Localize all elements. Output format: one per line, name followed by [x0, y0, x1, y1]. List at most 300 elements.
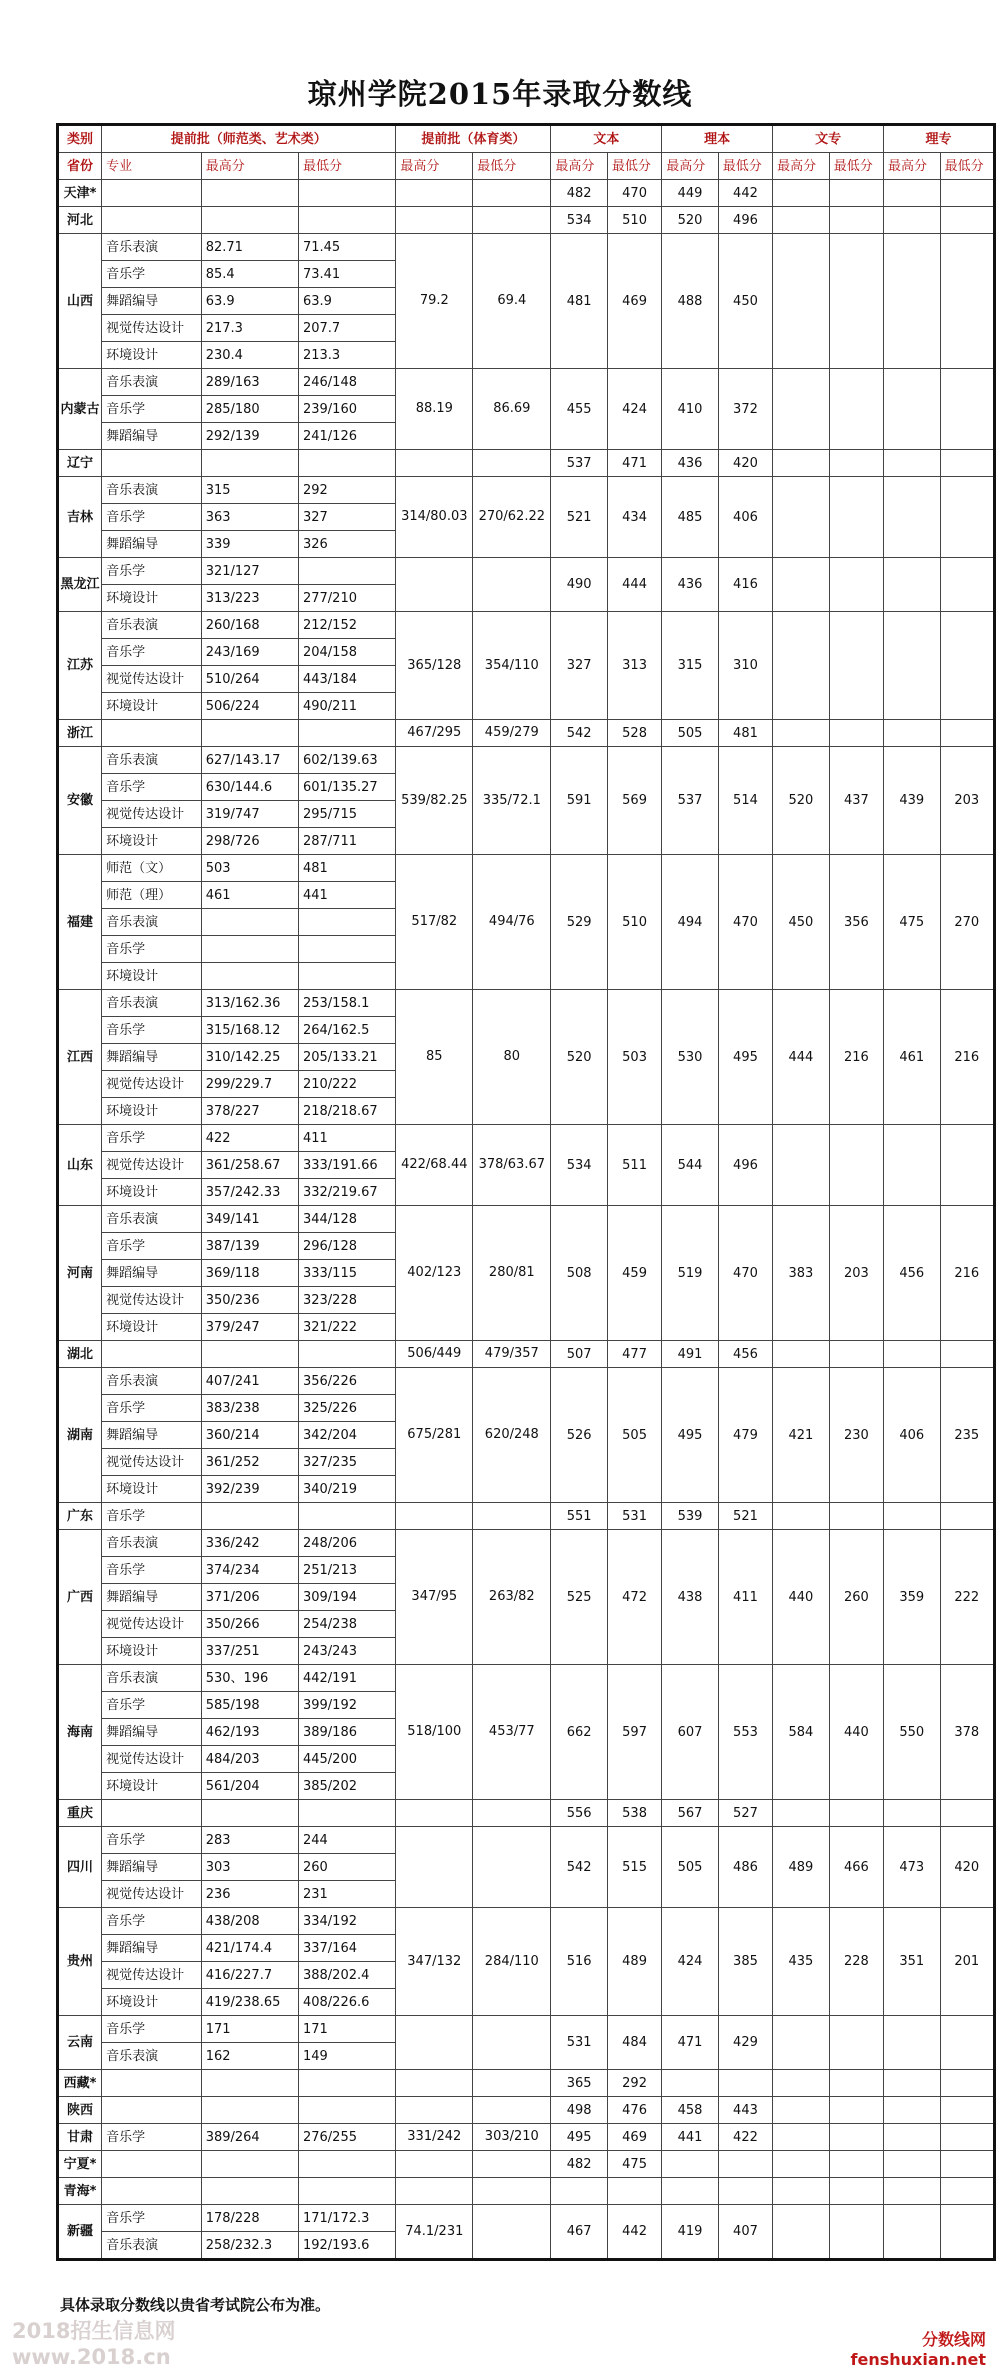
liben-max-score: 544: [662, 1125, 719, 1206]
arts-min-score: 333/115: [298, 1260, 395, 1287]
province-name: 湖北: [58, 1341, 102, 1368]
wenben-min-score: 469: [607, 234, 661, 369]
major-name: [102, 2151, 202, 2178]
sports-min-score: [473, 2178, 551, 2205]
arts-min-score: 204/158: [298, 639, 395, 666]
score-body: [58, 180, 995, 2260]
major-name: 音乐表演: [102, 1206, 202, 1233]
header-min: 最低分: [718, 153, 772, 180]
arts-min-score: [298, 207, 395, 234]
header-wenzhuan: 文专: [773, 125, 884, 153]
lizhuan-max-score: 456: [884, 1206, 941, 1341]
arts-max-score: 243/169: [201, 639, 298, 666]
arts-min-score: 385/202: [298, 1773, 395, 1800]
arts-max-score: [201, 720, 298, 747]
arts-max-score: [201, 207, 298, 234]
sports-min-score: [473, 207, 551, 234]
lizhuan-max-score: [884, 1125, 941, 1206]
wenzhuan-max-score: [773, 2097, 830, 2124]
major-name: [102, 180, 202, 207]
arts-min-score: 334/192: [298, 1908, 395, 1935]
major-name: 师范（理）: [102, 882, 202, 909]
arts-max-score: 292/139: [201, 423, 298, 450]
wenben-max-score: 490: [551, 558, 608, 612]
arts-min-score: 344/128: [298, 1206, 395, 1233]
arts-max-score: 561/204: [201, 1773, 298, 1800]
major-name: 视觉传达设计: [102, 1071, 202, 1098]
major-name: 音乐学: [102, 1395, 202, 1422]
arts-min-score: 231: [298, 1881, 395, 1908]
sports-max-score: [396, 180, 473, 207]
liben-max-score: 520: [662, 207, 719, 234]
major-name: 舞蹈编导: [102, 1044, 202, 1071]
lizhuan-max-score: [884, 612, 941, 720]
liben-min-score: 527: [718, 1800, 772, 1827]
arts-max-score: 236: [201, 1881, 298, 1908]
lizhuan-max-score: [884, 2205, 941, 2260]
lizhuan-max-score: [884, 234, 941, 369]
arts-max-score: 357/242.33: [201, 1179, 298, 1206]
major-name: 音乐学: [102, 1125, 202, 1152]
arts-max-score: 258/232.3: [201, 2232, 298, 2260]
arts-min-score: [298, 2178, 395, 2205]
arts-max-score: 378/227: [201, 1098, 298, 1125]
table-row: [58, 2151, 995, 2178]
major-name: 舞蹈编导: [102, 1935, 202, 1962]
lizhuan-min-score: [940, 558, 994, 612]
arts-max-score: 630/144.6: [201, 774, 298, 801]
arts-min-score: 295/715: [298, 801, 395, 828]
table-row: [58, 1530, 995, 1557]
liben-min-score: [718, 2151, 772, 2178]
sports-max-score: [396, 2070, 473, 2097]
liben-min-score: 420: [718, 450, 772, 477]
wenzhuan-max-score: [773, 2016, 830, 2070]
major-name: 音乐学: [102, 1503, 202, 1530]
table-row: [58, 1800, 995, 1827]
arts-min-score: 243/243: [298, 1638, 395, 1665]
sports-max-score: [396, 2178, 473, 2205]
wenben-min-score: 597: [607, 1665, 661, 1800]
lizhuan-max-score: 439: [884, 747, 941, 855]
wenzhuan-min-score: [829, 2070, 883, 2097]
lizhuan-min-score: [940, 2178, 994, 2205]
arts-min-score: 210/222: [298, 1071, 395, 1098]
wenben-max-score: 525: [551, 1530, 608, 1665]
arts-max-score: 422: [201, 1125, 298, 1152]
sports-max-score: [396, 450, 473, 477]
arts-max-score: 162: [201, 2043, 298, 2070]
wenzhuan-max-score: [773, 1800, 830, 1827]
arts-max-score: [201, 936, 298, 963]
arts-max-score: 416/227.7: [201, 1962, 298, 1989]
province-name: 贵州: [58, 1908, 102, 2016]
arts-max-score: 627/143.17: [201, 747, 298, 774]
arts-max-score: 230.4: [201, 342, 298, 369]
sports-min-score: [473, 450, 551, 477]
lizhuan-max-score: [884, 1503, 941, 1530]
major-name: 舞蹈编导: [102, 531, 202, 558]
arts-min-score: [298, 720, 395, 747]
table-row: [58, 990, 995, 1017]
wenben-min-score: 469: [607, 2124, 661, 2151]
major-name: 音乐学: [102, 396, 202, 423]
table-row: [58, 612, 995, 639]
wenzhuan-max-score: [773, 180, 830, 207]
lizhuan-max-score: 475: [884, 855, 941, 990]
wenben-max-score: 327: [551, 612, 608, 720]
footnote: 具体录取分数线以贵省考试院公布为准。: [60, 2296, 331, 2314]
liben-max-score: 495: [662, 1368, 719, 1503]
liben-max-score: 458: [662, 2097, 719, 2124]
lizhuan-max-score: [884, 2016, 941, 2070]
major-name: 音乐表演: [102, 909, 202, 936]
liben-max-score: 436: [662, 558, 719, 612]
major-name: [102, 2070, 202, 2097]
wenben-min-score: [607, 2178, 661, 2205]
wenben-max-score: 534: [551, 207, 608, 234]
major-name: 师范（文）: [102, 855, 202, 882]
major-name: 环境设计: [102, 1476, 202, 1503]
sports-min-score: 270/62.22: [473, 477, 551, 558]
sports-min-score: 86.69: [473, 369, 551, 450]
arts-min-score: 327/235: [298, 1449, 395, 1476]
sports-min-score: 354/110: [473, 612, 551, 720]
arts-max-score: 315/168.12: [201, 1017, 298, 1044]
wenben-max-score: 526: [551, 1368, 608, 1503]
header-max: 最高分: [396, 153, 473, 180]
score-table: [56, 123, 996, 2261]
lizhuan-min-score: [940, 369, 994, 450]
arts-max-score: [201, 1503, 298, 1530]
arts-max-score: 462/193: [201, 1719, 298, 1746]
arts-max-score: 387/139: [201, 1233, 298, 1260]
lizhuan-max-score: 550: [884, 1665, 941, 1800]
province-name: 青海*: [58, 2178, 102, 2205]
major-name: 环境设计: [102, 585, 202, 612]
arts-max-score: 419/238.65: [201, 1989, 298, 2016]
lizhuan-min-score: 378: [940, 1665, 994, 1800]
arts-max-score: 321/127: [201, 558, 298, 585]
arts-min-score: 171: [298, 2016, 395, 2043]
wenben-min-score: 510: [607, 855, 661, 990]
arts-min-score: 251/213: [298, 1557, 395, 1584]
header-max: 最高分: [551, 153, 608, 180]
province-name: 江西: [58, 990, 102, 1125]
sports-max-score: 85: [396, 990, 473, 1125]
province-name: 内蒙古: [58, 369, 102, 450]
liben-max-score: 419: [662, 2205, 719, 2260]
sports-min-score: [473, 2151, 551, 2178]
sports-min-score: 284/110: [473, 1908, 551, 2016]
arts-min-score: [298, 963, 395, 990]
major-name: 音乐学: [102, 558, 202, 585]
arts-min-score: [298, 2097, 395, 2124]
wenzhuan-max-score: 440: [773, 1530, 830, 1665]
sports-max-score: [396, 558, 473, 612]
liben-max-score: 471: [662, 2016, 719, 2070]
liben-max-score: 537: [662, 747, 719, 855]
table-row: [58, 720, 995, 747]
liben-min-score: 310: [718, 612, 772, 720]
header-min: 最低分: [940, 153, 994, 180]
arts-max-score: [201, 2178, 298, 2205]
wenben-max-score: [551, 2178, 608, 2205]
arts-max-score: 361/258.67: [201, 1152, 298, 1179]
lizhuan-min-score: 222: [940, 1530, 994, 1665]
major-name: 环境设计: [102, 1314, 202, 1341]
header-early-arts: 提前批（师范类、艺术类）: [102, 125, 396, 153]
arts-min-score: [298, 1341, 395, 1368]
lizhuan-min-score: 216: [940, 1206, 994, 1341]
sports-max-score: 467/295: [396, 720, 473, 747]
arts-max-score: 260/168: [201, 612, 298, 639]
wenben-min-score: 442: [607, 2205, 661, 2260]
arts-min-score: [298, 558, 395, 585]
province-name: 福建: [58, 855, 102, 990]
major-name: 音乐学: [102, 504, 202, 531]
liben-max-score: 488: [662, 234, 719, 369]
sports-max-score: 506/449: [396, 1341, 473, 1368]
major-name: 音乐学: [102, 2205, 202, 2232]
arts-max-score: [201, 180, 298, 207]
wenben-max-score: 365: [551, 2070, 608, 2097]
wenben-max-score: 531: [551, 2016, 608, 2070]
major-name: 环境设计: [102, 1179, 202, 1206]
major-name: 音乐表演: [102, 234, 202, 261]
wenzhuan-min-score: [829, 2124, 883, 2151]
major-name: [102, 1341, 202, 1368]
liben-min-score: 406: [718, 477, 772, 558]
arts-max-score: 285/180: [201, 396, 298, 423]
arts-max-score: 361/252: [201, 1449, 298, 1476]
province-name: 广东: [58, 1503, 102, 1530]
major-name: 舞蹈编导: [102, 1854, 202, 1881]
lizhuan-max-score: [884, 1341, 941, 1368]
wenzhuan-min-score: [829, 1341, 883, 1368]
arts-max-score: 85.4: [201, 261, 298, 288]
arts-min-score: 212/152: [298, 612, 395, 639]
wenben-min-score: 489: [607, 1908, 661, 2016]
major-name: 环境设计: [102, 828, 202, 855]
lizhuan-min-score: [940, 1341, 994, 1368]
wenben-min-score: 459: [607, 1206, 661, 1341]
sports-max-score: [396, 1827, 473, 1908]
wenzhuan-min-score: [829, 234, 883, 369]
province-name: 山西: [58, 234, 102, 369]
major-name: 视觉传达设计: [102, 315, 202, 342]
arts-min-score: 276/255: [298, 2124, 395, 2151]
wenzhuan-max-score: [773, 1341, 830, 1368]
table-row: [58, 1341, 995, 1368]
lizhuan-min-score: [940, 2070, 994, 2097]
sports-max-score: [396, 1800, 473, 1827]
lizhuan-min-score: [940, 720, 994, 747]
arts-min-score: 207.7: [298, 315, 395, 342]
header-row-1: [58, 125, 995, 153]
liben-min-score: 496: [718, 207, 772, 234]
sports-min-score: 280/81: [473, 1206, 551, 1341]
wenben-max-score: 520: [551, 990, 608, 1125]
arts-max-score: 217.3: [201, 315, 298, 342]
lizhuan-min-score: [940, 2205, 994, 2260]
wenzhuan-max-score: [773, 2205, 830, 2260]
liben-max-score: 530: [662, 990, 719, 1125]
sports-min-score: 378/63.67: [473, 1125, 551, 1206]
arts-max-score: 438/208: [201, 1908, 298, 1935]
major-name: 视觉传达设计: [102, 1962, 202, 1989]
header-max: 最高分: [884, 153, 941, 180]
table-row: [58, 369, 995, 396]
sports-max-score: 365/128: [396, 612, 473, 720]
sports-min-score: 459/279: [473, 720, 551, 747]
arts-max-score: 337/251: [201, 1638, 298, 1665]
arts-max-score: [201, 2151, 298, 2178]
wenben-max-score: 521: [551, 477, 608, 558]
liben-max-score: 438: [662, 1530, 719, 1665]
header-row-2: [58, 153, 995, 180]
major-name: 环境设计: [102, 963, 202, 990]
wenzhuan-min-score: [829, 2178, 883, 2205]
wenben-max-score: 662: [551, 1665, 608, 1800]
table-row: [58, 234, 995, 261]
wenzhuan-max-score: [773, 1125, 830, 1206]
header-max: 最高分: [662, 153, 719, 180]
wenben-max-score: 529: [551, 855, 608, 990]
table-row: [58, 2097, 995, 2124]
arts-max-score: 299/229.7: [201, 1071, 298, 1098]
major-name: 环境设计: [102, 1773, 202, 1800]
province-name: 天津*: [58, 180, 102, 207]
province-name: 云南: [58, 2016, 102, 2070]
lizhuan-max-score: [884, 2151, 941, 2178]
lizhuan-max-score: 461: [884, 990, 941, 1125]
liben-max-score: 424: [662, 1908, 719, 2016]
wenzhuan-min-score: 356: [829, 855, 883, 990]
arts-min-score: 411: [298, 1125, 395, 1152]
arts-max-score: 461: [201, 882, 298, 909]
major-name: 音乐学: [102, 1692, 202, 1719]
liben-max-score: 315: [662, 612, 719, 720]
arts-max-score: 303: [201, 1854, 298, 1881]
major-name: 环境设计: [102, 342, 202, 369]
major-name: 音乐表演: [102, 990, 202, 1017]
wenben-min-score: 424: [607, 369, 661, 450]
wenzhuan-min-score: [829, 558, 883, 612]
liben-min-score: 442: [718, 180, 772, 207]
wenzhuan-max-score: [773, 2151, 830, 2178]
arts-min-score: 337/164: [298, 1935, 395, 1962]
major-name: 音乐表演: [102, 2043, 202, 2070]
lizhuan-max-score: [884, 558, 941, 612]
wenzhuan-min-score: [829, 180, 883, 207]
major-name: 音乐学: [102, 1233, 202, 1260]
arts-min-score: 63.9: [298, 288, 395, 315]
major-name: 音乐学: [102, 261, 202, 288]
arts-max-score: 360/214: [201, 1422, 298, 1449]
major-name: [102, 2097, 202, 2124]
table-row: [58, 2124, 995, 2151]
header-wenben: 文本: [551, 125, 662, 153]
lizhuan-min-score: [940, 2016, 994, 2070]
lizhuan-max-score: [884, 1800, 941, 1827]
arts-min-score: 356/226: [298, 1368, 395, 1395]
lizhuan-min-score: [940, 612, 994, 720]
liben-min-score: 443: [718, 2097, 772, 2124]
wenzhuan-max-score: [773, 477, 830, 558]
arts-min-score: 296/128: [298, 1233, 395, 1260]
sports-min-score: 479/357: [473, 1341, 551, 1368]
arts-min-score: 321/222: [298, 1314, 395, 1341]
wenzhuan-min-score: 466: [829, 1827, 883, 1908]
table-row: [58, 1206, 995, 1233]
wenzhuan-min-score: 440: [829, 1665, 883, 1800]
lizhuan-min-score: [940, 2151, 994, 2178]
wenzhuan-max-score: 383: [773, 1206, 830, 1341]
liben-max-score: 607: [662, 1665, 719, 1800]
liben-min-score: 470: [718, 855, 772, 990]
liben-min-score: 521: [718, 1503, 772, 1530]
header-province: 省份: [58, 153, 102, 180]
liben-min-score: 553: [718, 1665, 772, 1800]
wenzhuan-min-score: 260: [829, 1530, 883, 1665]
wenzhuan-max-score: [773, 720, 830, 747]
arts-min-score: 389/186: [298, 1719, 395, 1746]
wenben-max-score: 467: [551, 2205, 608, 2260]
arts-min-score: [298, 2070, 395, 2097]
wenzhuan-max-score: [773, 207, 830, 234]
wenzhuan-min-score: [829, 450, 883, 477]
arts-max-score: 363: [201, 504, 298, 531]
table-row: [58, 1503, 995, 1530]
province-name: 甘肃: [58, 2124, 102, 2151]
table-row: [58, 207, 995, 234]
wenben-min-score: 515: [607, 1827, 661, 1908]
wenzhuan-max-score: 435: [773, 1908, 830, 2016]
liben-max-score: 505: [662, 1827, 719, 1908]
major-name: 舞蹈编导: [102, 423, 202, 450]
major-name: 舞蹈编导: [102, 1260, 202, 1287]
wenben-min-score: 538: [607, 1800, 661, 1827]
lizhuan-min-score: [940, 180, 994, 207]
arts-min-score: 333/191.66: [298, 1152, 395, 1179]
wenben-min-score: 511: [607, 1125, 661, 1206]
liben-min-score: 486: [718, 1827, 772, 1908]
wenzhuan-max-score: 444: [773, 990, 830, 1125]
lizhuan-min-score: [940, 1503, 994, 1530]
arts-min-score: 445/200: [298, 1746, 395, 1773]
major-name: 音乐表演: [102, 369, 202, 396]
province-name: 重庆: [58, 1800, 102, 1827]
arts-min-score: 388/202.4: [298, 1962, 395, 1989]
major-name: 视觉传达设计: [102, 1287, 202, 1314]
arts-max-score: 484/203: [201, 1746, 298, 1773]
arts-max-score: 339: [201, 531, 298, 558]
lizhuan-max-score: [884, 720, 941, 747]
arts-max-score: [201, 1800, 298, 1827]
arts-max-score: 171: [201, 2016, 298, 2043]
arts-min-score: 248/206: [298, 1530, 395, 1557]
liben-max-score: 410: [662, 369, 719, 450]
wenben-min-score: 434: [607, 477, 661, 558]
arts-max-score: 506/224: [201, 693, 298, 720]
major-name: 舞蹈编导: [102, 1719, 202, 1746]
watermark-right: [851, 2330, 986, 2370]
watermark-left-line-2: www.2018.cn: [12, 2345, 171, 2369]
arts-max-score: 421/174.4: [201, 1935, 298, 1962]
wenben-max-score: 455: [551, 369, 608, 450]
liben-min-score: 470: [718, 1206, 772, 1341]
